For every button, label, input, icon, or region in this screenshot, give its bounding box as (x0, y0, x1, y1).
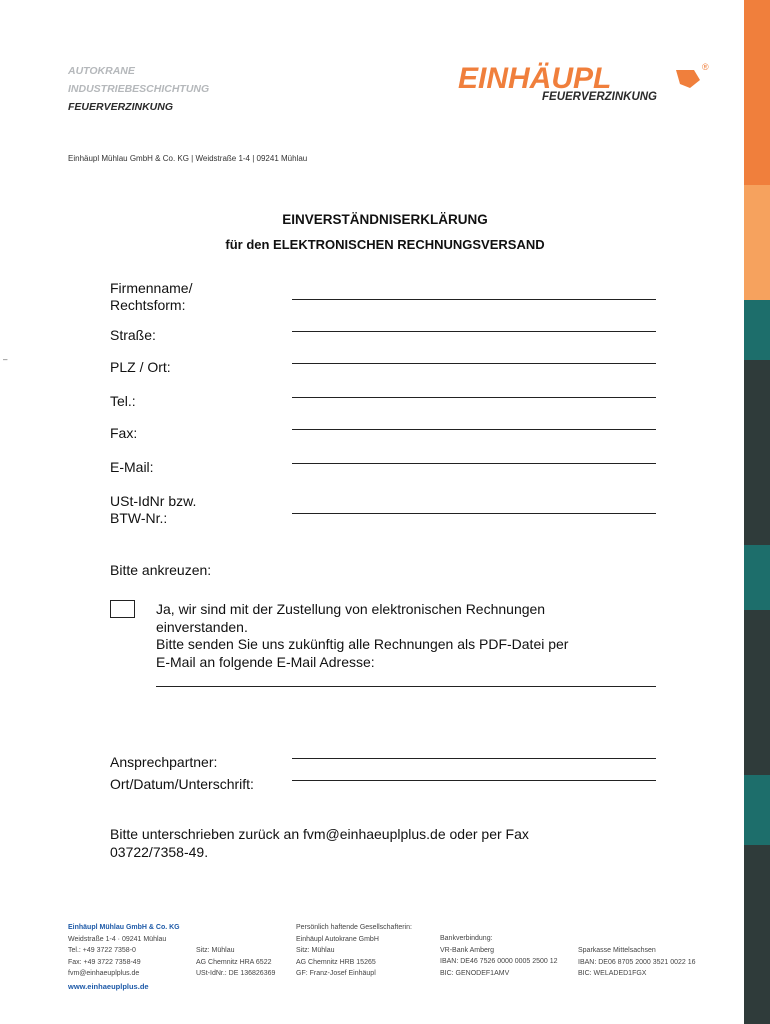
header-services (68, 62, 209, 116)
field-plz-ort[interactable] (292, 363, 656, 364)
logo-subtitle: FEUERVERZINKUNG (542, 91, 658, 103)
footer-email-link[interactable]: fvm@einhaeuplplus.de (68, 970, 140, 977)
fold-mark: – (3, 355, 8, 364)
field-invoice-email[interactable] (156, 686, 656, 687)
band-orange (744, 0, 770, 185)
consent-text: Ja, wir sind mit der Zustellung von elektronischen Rechnungen einverstanden. Bitte senden Sie uns zukünftig alle Rechnungen als PDF-Datei per E-Mail an folgende E-Mail Adresse: (156, 601, 569, 670)
label-fax: Fax: (110, 425, 138, 441)
field-ort-datum-unterschrift[interactable] (292, 780, 656, 781)
footer-register: Sitz: Mühlau AG Chemnitz HRA 6522 USt-IdNr.: DE 136826369 (196, 947, 276, 977)
field-firmenname[interactable] (292, 299, 656, 300)
field-tel[interactable] (292, 397, 656, 398)
band-teal-1 (744, 300, 770, 360)
label-ort-datum-unterschrift: Ort/Datum/Unterschrift: (110, 776, 254, 792)
checkbox-prompt: Bitte ankreuzen: (110, 562, 212, 578)
band-dark-3 (744, 845, 770, 1024)
service-feuerverzinkung: FEUERVERZINKUNG (68, 101, 174, 113)
label-ansprechpartner: Ansprechpartner: (110, 754, 218, 770)
logo-wordmark: EINHÄUPL (458, 62, 612, 95)
document-title: EINVERSTÄNDNISERKLÄRUNG (282, 212, 488, 227)
service-industriebeschichtung: INDUSTRIEBESCHICHTUNG (68, 83, 210, 95)
footer-company: Einhäupl Mühlau GmbH & Co. KG Weidstraße 1-4 · 09241 Mühlau Tel.: +49 3722 7358-0 Fax: +49 3722 7358-49 fvm@einhaeuplplus.de (68, 922, 180, 980)
label-strasse: Straße: (110, 327, 156, 343)
footer-bank-1: Bankverbindung: VR-Bank Amberg IBAN: DE46 7526 0000 0005 2500 12 BIC: GENODEF1AMV (440, 935, 558, 977)
label-email: E-Mail: (110, 459, 154, 475)
band-dark-2 (744, 610, 770, 775)
return-instructions: Bitte unterschrieben zurück an fvm@einhaeuplplus.de oder per Fax 03722/7358-49. (110, 826, 529, 860)
footer-bank-2: Sparkasse Mittelsachsen IBAN: DE06 8705 2000 3521 0022 16 BIC: WELADED1FGX (578, 947, 696, 977)
band-teal-3 (744, 775, 770, 845)
footer-partner: Persönlich haftende Gesellschafterin: Einhäupl Autokrane GmbH Sitz: Mühlau AG Chemnitz HRB 15265 GF: Franz-Josef Einhäupl (296, 924, 412, 977)
consent-checkbox[interactable] (110, 600, 135, 618)
field-strasse[interactable] (292, 331, 656, 332)
field-email[interactable] (292, 463, 656, 464)
registered-mark: ® (702, 62, 709, 72)
field-ansprechpartner[interactable] (292, 758, 656, 759)
field-ust-idnr[interactable] (292, 513, 656, 514)
label-plz-ort: PLZ / Ort: (110, 359, 171, 375)
service-autokrane: AUTOKRANE (68, 65, 135, 77)
band-teal-2 (744, 545, 770, 610)
footer-website-link[interactable]: www.einhaeuplplus.de (68, 982, 149, 991)
field-fax[interactable] (292, 429, 656, 430)
label-tel: Tel.: (110, 393, 136, 409)
label-firmenname: Firmenname/ Rechtsform: (110, 280, 193, 313)
logo-emblem-icon (676, 70, 700, 88)
label-ust-idnr: USt-IdNr bzw. BTW-Nr.: (110, 493, 197, 526)
sender-line: Einhäupl Mühlau GmbH & Co. KG | Weidstraße 1-4 | 09241 Mühlau (68, 154, 308, 163)
document-subtitle: für den ELEKTRONISCHEN RECHNUNGSVERSAND (225, 237, 545, 252)
band-dark-1 (744, 360, 770, 545)
